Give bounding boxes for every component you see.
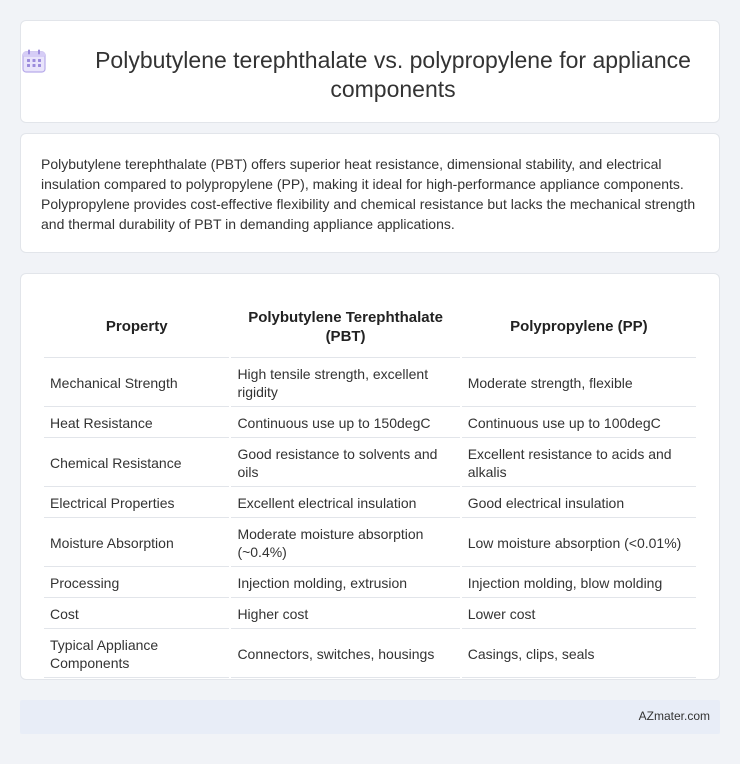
row-pbt: Continuous use up to 150degC: [231, 409, 459, 438]
table-row: [44, 520, 696, 567]
table-row: [44, 409, 696, 438]
title-card: [20, 20, 720, 123]
row-property: Cost: [44, 600, 229, 629]
table-row: [44, 360, 696, 407]
intro-card: [20, 133, 720, 253]
row-pp: Excellent resistance to acids and alkalis: [462, 440, 696, 487]
row-property: Chemical Resistance: [44, 440, 229, 487]
table-row: [44, 631, 696, 678]
row-pp: Lower cost: [462, 600, 696, 629]
header-pbt: Polybutylene Terephthalate (PBT): [231, 296, 459, 358]
row-pbt: Excellent electrical insulation: [231, 489, 459, 518]
header-property: Property: [44, 296, 229, 358]
row-pbt: High tensile strength, excellent rigidity: [231, 360, 459, 407]
row-pbt: Higher cost: [231, 600, 459, 629]
row-pp: Moderate strength, flexible: [462, 360, 696, 407]
header-pp: Polypropylene (PP): [462, 296, 696, 358]
page-title: Polybutylene terephthalate vs. polypropylene for appliance components: [95, 47, 691, 102]
row-pp: Continuous use up to 100degC: [462, 409, 696, 438]
footer-bar: [20, 700, 720, 734]
row-pbt: Good resistance to solvents and oils: [231, 440, 459, 487]
row-property: Electrical Properties: [44, 489, 229, 518]
table-row: [44, 600, 696, 629]
comparison-card: [20, 273, 720, 680]
row-pp: Casings, clips, seals: [462, 631, 696, 678]
table-row: [44, 440, 696, 487]
table-row: [44, 569, 696, 598]
table-header-row: [44, 296, 696, 358]
footer-site-link[interactable]: AZmater.com: [638, 709, 710, 723]
row-pp: Good electrical insulation: [462, 489, 696, 518]
row-property: Moisture Absorption: [44, 520, 229, 567]
row-property: Typical Appliance Components: [44, 631, 229, 678]
row-pp: Injection molding, blow molding: [462, 569, 696, 598]
title-wrap: [21, 21, 719, 104]
row-property: Mechanical Strength: [44, 360, 229, 407]
intro-text: Polybutylene terephthalate (PBT) offers superior heat resistance, dimensional stability, and electrical insulation compared to polypropylene (PP), making it ideal for high-performance appliance components. Polypropylene provides cost-effective flexibility and chemical resistance but lacks the mechanical strength and thermal durability of PBT in demanding appliance applications.: [41, 156, 696, 232]
row-pbt: Connectors, switches, housings: [231, 631, 459, 678]
row-pp: Low moisture absorption (<0.01%): [462, 520, 696, 567]
comparison-table: [42, 294, 698, 680]
row-pbt: Moderate moisture absorption (~0.4%): [231, 520, 459, 567]
calendar-icon: [21, 48, 47, 74]
table-row: [44, 489, 696, 518]
row-property: Processing: [44, 569, 229, 598]
row-property: Heat Resistance: [44, 409, 229, 438]
row-pbt: Injection molding, extrusion: [231, 569, 459, 598]
